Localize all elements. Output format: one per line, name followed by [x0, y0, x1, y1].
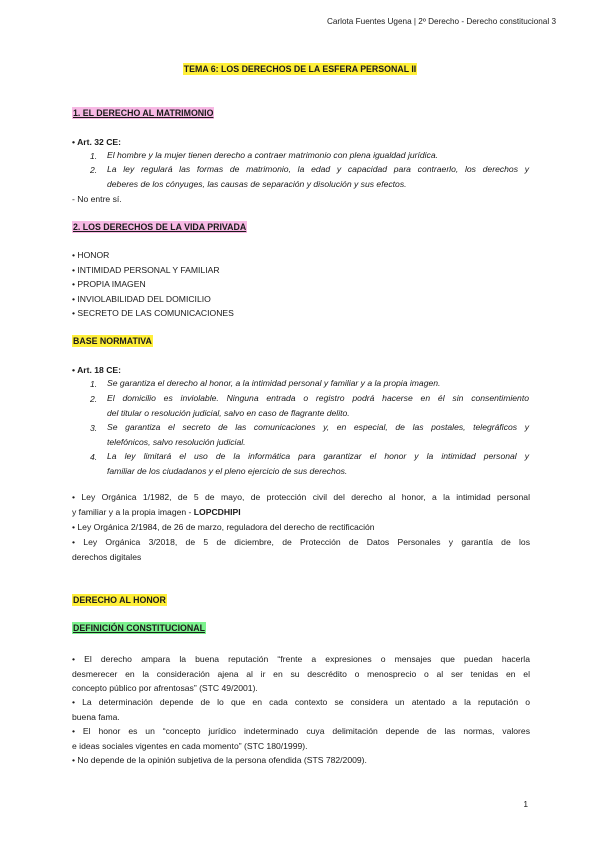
section-heading-matrimonio: 1. EL DERECHO AL MATRIMONIO	[73, 108, 214, 118]
list-number: 2.	[90, 165, 98, 175]
art-18-label: • Art. 18 CE:	[72, 365, 122, 375]
art-32-item-2: La ley regulará las formas de matrimonio, la edad y capacidad para contraerlo, los derechos y deberes de los cónyuges, las causas de separación y disolución y sus efectos.	[107, 164, 529, 189]
page-title-text: TEMA 6: LOS DERECHOS DE LA ESFERA PERSONAL II	[183, 64, 417, 74]
honor-paragraph-2: • La determinación depende de lo que en cada contexto se considera un atentado a la reputación o buena fama.	[72, 697, 530, 722]
law-2: • Ley Orgánica 2/1984, de 26 de marzo, reguladora del derecho de rectificación	[72, 522, 375, 532]
derecho-honor-heading: DERECHO AL HONOR	[73, 595, 166, 605]
art-32-label: • Art. 32 CE:	[72, 137, 122, 147]
honor-paragraph-1: • El derecho ampara la buena reputación “frente a expresiones o mensajes que puedan hacerla desmerecer en la consideración ajena al ir en su descrédito o menosprecio o al ser tenidas en el concepto público por afrentosas” (STC 49/2001).	[72, 654, 530, 694]
list-number: 2.	[90, 394, 98, 404]
art-32-item-1: El hombre y la mujer tienen derecho a contraer matrimonio con plena igualdad jurídica.	[107, 150, 439, 160]
art-18-item-3: Se garantiza el secreto de las comunicaciones y, en especial, de las postales, telegráficos y telefónicos, salvo resolución judicial.	[107, 422, 529, 447]
bullet-item: • INTIMIDAD PERSONAL Y FAMILIAR	[72, 265, 220, 275]
list-number: 1.	[90, 151, 98, 161]
list-number: 4.	[90, 452, 98, 462]
bullet-item: • INVIOLABILIDAD DEL DOMICILIO	[72, 294, 211, 304]
page-header: Carlota Fuentes Ugena | 2º Derecho - Derecho constitucional 3	[326, 17, 556, 26]
definicion-constitucional-heading: DEFINICIÓN CONSTITUCIONAL	[73, 623, 205, 633]
art-18-item-1: Se garantiza el derecho al honor, a la intimidad personal y familiar y a la propia imagen.	[107, 378, 441, 388]
law-3: • Ley Orgánica 3/2018, de 5 de diciembre, de Protección de Datos Personales y garantía de los derechos digitales	[72, 537, 530, 562]
page-title	[0, 64, 600, 74]
honor-paragraph-4: • No depende de la opinión subjetiva de la persona ofendida (STS 782/2009).	[72, 755, 367, 765]
honor-paragraph-3: • El honor es un “concepto jurídico indeterminado cuya delimitación depende de las normas, valores e ideas sociales vigentes en cada momento” (STC 180/1999).	[72, 726, 530, 751]
list-number: 1.	[90, 379, 98, 389]
art-18-item-4: La ley limitará el uso de la informática para garantizar el honor y la intimidad personal y familiar de los ciudadanos y el pleno ejercicio de sus derechos.	[107, 451, 529, 476]
bullet-item: • SECRETO DE LAS COMUNICACIONES	[72, 308, 234, 318]
base-normativa-heading: BASE NORMATIVA	[73, 336, 152, 346]
section-heading-vida-privada: 2. LOS DERECHOS DE LA VIDA PRIVADA	[73, 222, 247, 232]
law-acronym: LOPCDHIPI	[193, 506, 241, 517]
bullet-item: • HONOR	[72, 250, 110, 260]
law-1: • Ley Orgánica 1/1982, de 5 de mayo, de protección civil del derecho al honor, a la intimidad personal y familiar y a la propia imagen - LOPCDHIPI	[72, 492, 530, 517]
list-number: 3.	[90, 423, 98, 433]
page-number: 1	[523, 799, 528, 809]
art-18-item-2: El domicilio es inviolable. Ninguna entrada o registro podrá hacerse en él sin consentimiento del titular o resolución judicial, salvo en caso de flagrante delito.	[107, 393, 529, 418]
bullet-item: • PROPIA IMAGEN	[72, 279, 146, 289]
note-text: - No entre sí.	[72, 194, 122, 204]
